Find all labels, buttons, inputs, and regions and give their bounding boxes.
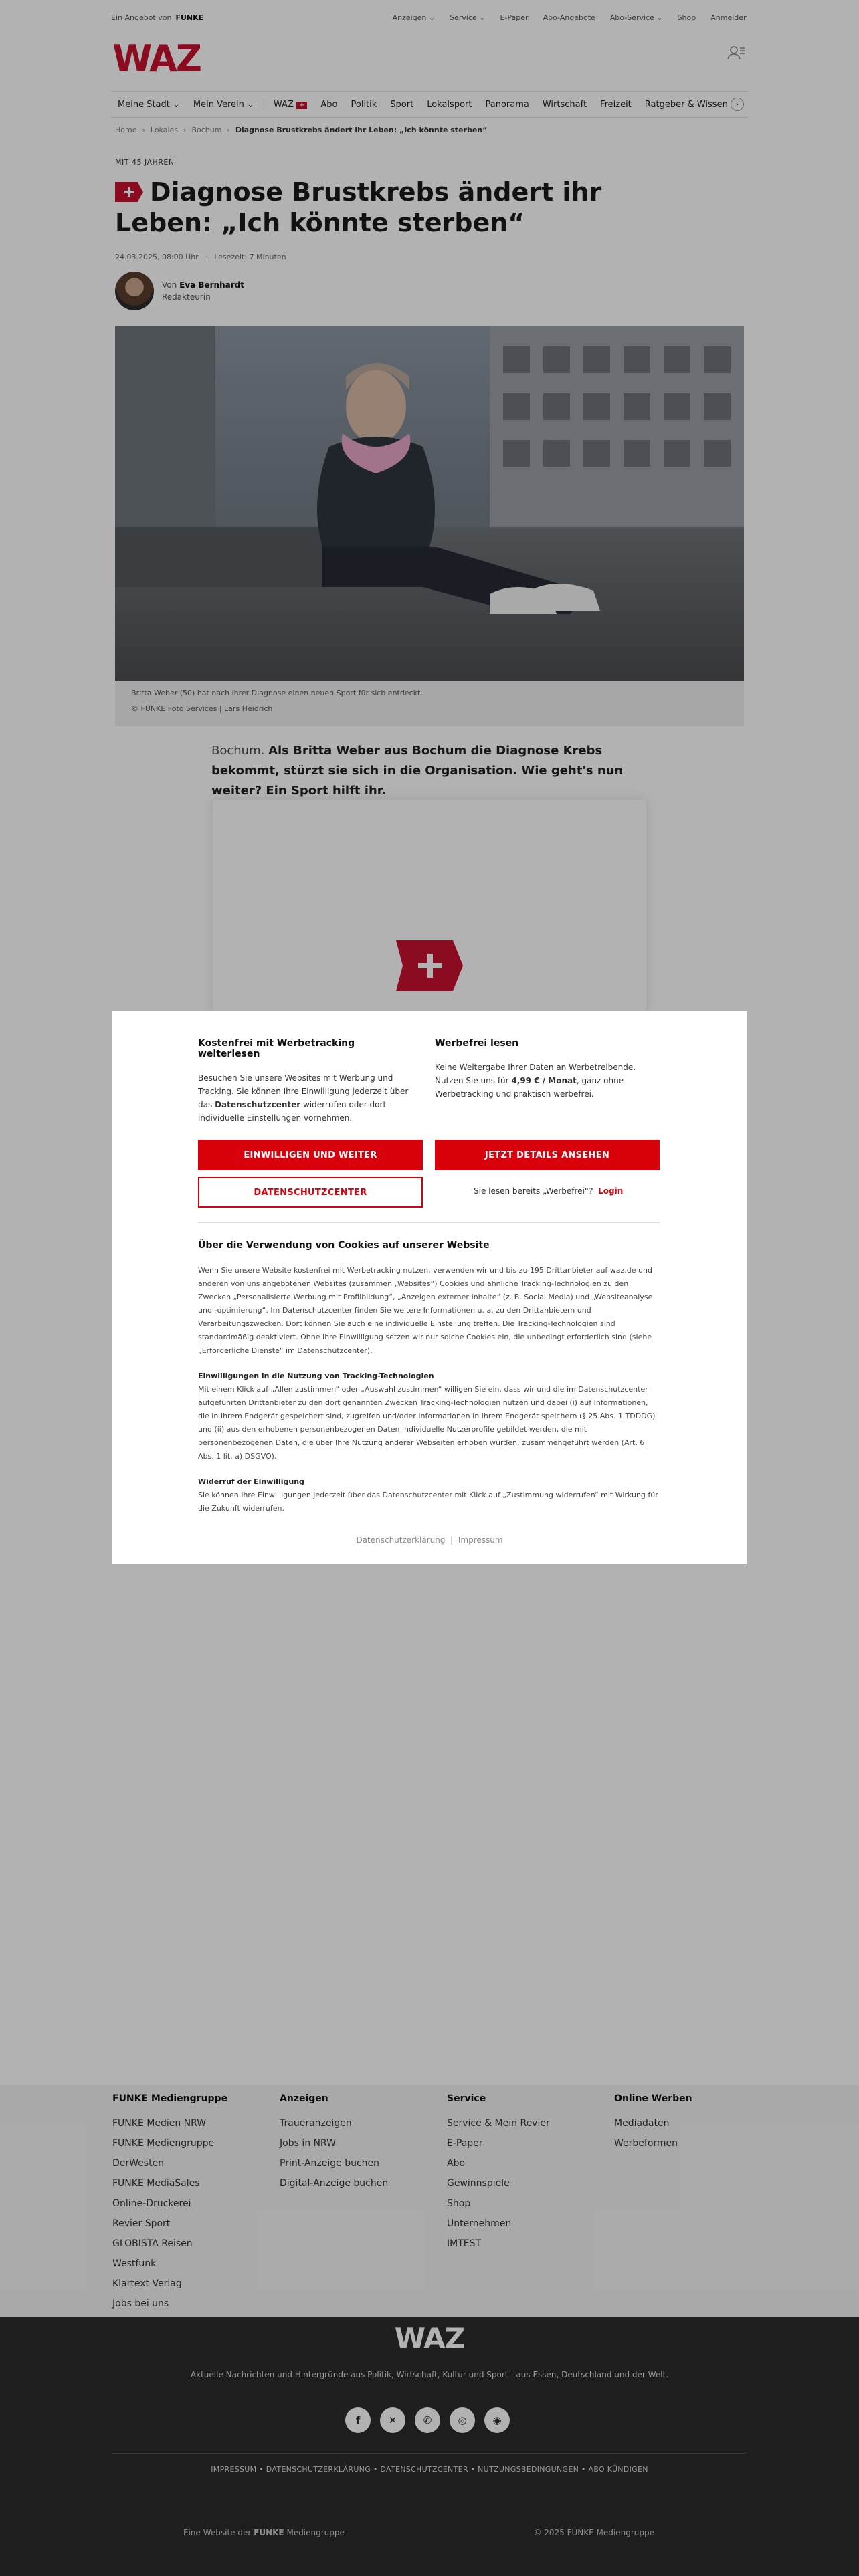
tracking-consent-heading: Einwilligungen in die Nutzung von Tracking-Technologien <box>198 1372 434 1380</box>
nav-waz-label: WAZ <box>273 99 294 110</box>
read-time: Lesezeit: 7 Minuten <box>214 253 286 261</box>
footer-link[interactable]: FUNKE Mediengruppe <box>112 2138 215 2149</box>
copyright: © 2025 FUNKE Mediengruppe <box>533 2528 654 2537</box>
footer-link[interactable]: Online-Druckerei <box>112 2198 191 2209</box>
instagram-icon[interactable]: ◎ <box>450 2407 475 2433</box>
privacy-center-link[interactable]: Datenschutzcenter <box>215 1100 301 1109</box>
x-icon[interactable]: ✕ <box>380 2407 405 2433</box>
consent-free-option <box>198 1038 416 1125</box>
caption-text: Britta Weber (50) hat nach ihrer Diagnose einen neuen Sport für sich entdeckt. <box>131 689 423 697</box>
footer-column-title: Online Werben <box>614 2093 692 2104</box>
chevron-right-icon[interactable]: › <box>731 98 744 111</box>
breadcrumb-bochum[interactable]: Bochum <box>191 126 222 134</box>
nav-panorama[interactable]: Panorama <box>485 99 529 110</box>
cookie-info-text: Wenn Sie unsere Website kostenfrei mit Werbetracking nutzen, verwenden wir und bis zu 195 Drittanbieter auf waz.de und anderen von uns angebotenen Websites (zusammen „Websites“) Cookies und ähnliche Tracking-Technologien zu den Zwecken „Personalisierte Werbung mit Profilbildung“, „Anzeigen externer Inhalte“ (z. B. Social Media) und „Websiteanalyse und -optimierung“. Im Datenschutzcenter finden Sie weitere Informationen u. a. zu den Drittanbietern und Verarbeitungszwecken. Dort können Sie auch eine individuelle Einstellung treffen. Die Tracking-Technologien sind standardmäßig deaktiviert. Ohne Ihre Einwilligung setzen wir nur solche Cookies ein, die unbedingt erforderlich sind (siehe „Erforderliche Dienste“ im Datenschutzcenter). <box>198 1266 653 1355</box>
nav-politik[interactable]: Politik <box>351 99 377 110</box>
footer-link[interactable]: Abo <box>447 2158 466 2169</box>
already-subscribed <box>474 1186 623 1196</box>
footer-link[interactable]: Service & Mein Revier <box>447 2118 550 2129</box>
footer-link[interactable]: Traueranzeigen <box>280 2118 352 2129</box>
footer-link[interactable]: Werbeformen <box>614 2138 678 2149</box>
nav-ratgeber[interactable]: Ratgeber & Wissen <box>644 99 728 110</box>
footer-link[interactable]: IMTEST <box>447 2238 482 2249</box>
consent-footer-links <box>112 1535 747 1545</box>
footer-column-title: Service <box>447 2093 486 2104</box>
top-nav-service[interactable]: Service ⌄ <box>450 13 486 22</box>
nav-freizeit[interactable]: Freizeit <box>600 99 632 110</box>
consent-adfree-text-1: Keine Weitergabe Ihrer Daten an Werbetreibende. Nutzen Sie uns für <box>435 1063 636 1085</box>
footer-link[interactable]: Unternehmen <box>447 2218 512 2229</box>
footer-link[interactable]: GLOBISTA Reisen <box>112 2238 193 2249</box>
footer-link[interactable]: Revier Sport <box>112 2218 171 2229</box>
plus-icon: + <box>296 102 307 109</box>
top-nav-login[interactable]: Anmelden <box>710 13 748 22</box>
footer-link[interactable]: Gewinnspiele <box>447 2178 510 2189</box>
rss-icon[interactable]: ◉ <box>484 2407 510 2433</box>
whatsapp-icon[interactable]: ✆ <box>415 2407 440 2433</box>
footer-logo[interactable]: WAZ <box>394 2322 465 2355</box>
site-of-suffix: Mediengruppe <box>286 2528 345 2537</box>
footer-link[interactable]: FUNKE MediaSales <box>112 2178 200 2189</box>
author-name[interactable]: Eva Bernhardt <box>179 280 244 290</box>
breadcrumb-home[interactable]: Home <box>115 126 137 134</box>
breadcrumb-current: Diagnose Brustkrebs ändert ihr Leben: „Ich könnte sterben“ <box>235 126 488 134</box>
imprint-link[interactable]: Impressum <box>458 1535 503 1545</box>
article-kicker: MIT 45 JAHREN <box>115 158 175 167</box>
footer-link[interactable]: FUNKE Medien NRW <box>112 2118 207 2129</box>
top-nav-anzeigen[interactable]: Anzeigen ⌄ <box>392 13 436 22</box>
cookie-info-title: Über die Verwendung von Cookies auf unserer Website <box>198 1240 490 1251</box>
top-nav-abo-service[interactable]: Abo-Service ⌄ <box>609 13 663 22</box>
cookie-info <box>198 1239 660 1527</box>
footer-link[interactable]: Print-Anzeige buchen <box>280 2158 380 2169</box>
top-nav-shop[interactable]: Shop <box>677 13 696 22</box>
login-link[interactable]: Login <box>598 1186 624 1196</box>
footer-link[interactable]: Shop <box>447 2198 471 2209</box>
breadcrumb-separator: › <box>183 126 187 134</box>
nav-abo[interactable]: Abo <box>320 99 338 110</box>
tracking-consent-text: Mit einem Klick auf „Allen zustimmen“ oder „Auswahl zustimmen“ willigen Sie ein, dass wir und die im Datenschutzcenter aufgeführten Drittanbieter zu den dort genannten Zwecken Tracking-Technologien nutzen und dabei (i) auf Informationen, die in Ihrem Endgerät gespeichert sind, zugreifen und/oder Informationen in Ihrem Endgerät speichern (§ 25 Abs. 1 TDDDG) und (ii) aus den erhobenen personenbezogenen Daten individuelle Nutzerprofile gebildet werden, die mit personenbezogenen Daten, die über Ihre Nutzung anderer Webseiten erhoben wurden, zusammengeführt werden (Art. 6 Abs. 1 lit. a) DSGVO). <box>198 1385 656 1461</box>
revocation-text: Sie können Ihre Einwilligungen jederzeit über das Datenschutzcenter mit Klick auf „Zustimmung widerrufen“ mit Wirkung für die Zukunft widerrufen. <box>198 1491 658 1513</box>
nav-mein-verein[interactable]: Mein Verein ⌄ <box>193 99 254 110</box>
facebook-icon[interactable]: f <box>345 2407 371 2433</box>
link-separator: | <box>448 1535 456 1545</box>
site-of-prefix: Eine Website der <box>183 2528 252 2537</box>
consent-free-text-1: Besuchen Sie unsere Websites mit Werbung und Tracking. Sie können Ihre Einwilligung jederzeit über das <box>198 1073 409 1109</box>
consent-free-text-2: widerrufen oder dort individuelle Einstellungen vornehmen. <box>198 1100 387 1123</box>
breadcrumb-lokales[interactable]: Lokales <box>150 126 179 134</box>
meta-separator: · <box>205 253 208 261</box>
consent-divider <box>198 1222 660 1223</box>
publish-date: 24.03.2025, 08:00 Uhr <box>115 253 199 261</box>
waz-logo[interactable]: WAZ <box>112 37 201 80</box>
privacy-policy-link[interactable]: Datenschutzerklärung <box>356 1535 446 1545</box>
footer-link[interactable]: E-Paper <box>447 2138 483 2149</box>
footer-column-title: Anzeigen <box>280 2093 328 2104</box>
footer-legal-links[interactable]: IMPRESSUM • DATENSCHUTZERKLÄRUNG • DATENSCHUTZCENTER • NUTZUNGSBEDINGUNGEN • ABO KÜNDIGEN <box>211 2465 648 2474</box>
author-prefix: Von <box>162 280 177 290</box>
consent-dialog <box>112 1011 747 1564</box>
consent-adfree-text-2: , ganz ohne Werbetracking und praktisch werbefrei. <box>435 1076 624 1099</box>
site-of-brand: FUNKE <box>254 2528 284 2537</box>
funke-brand[interactable]: FUNKE <box>175 13 204 22</box>
author-role: Redakteurin <box>162 292 211 302</box>
consent-adfree-title: Werbefrei lesen <box>435 1038 519 1049</box>
footer-link[interactable]: Jobs bei uns <box>112 2298 169 2309</box>
nav-wirtschaft[interactable]: Wirtschaft <box>542 99 587 110</box>
consent-free-title: Kostenfrei mit Werbetracking weiterlesen <box>198 1038 355 1059</box>
details-button[interactable]: JETZT DETAILS ANSEHEN <box>435 1140 660 1170</box>
privacy-center-button[interactable]: DATENSCHUTZCENTER <box>198 1177 423 1208</box>
footer-link[interactable]: Mediadaten <box>614 2118 670 2129</box>
nav-lokalsport[interactable]: Lokalsport <box>427 99 472 110</box>
accept-button[interactable]: EINWILLIGEN UND WEITER <box>198 1140 423 1170</box>
footer-link[interactable]: DerWesten <box>112 2158 165 2169</box>
consent-free-text <box>198 1071 416 1125</box>
already-text: Sie lesen bereits „Werbefrei“? <box>474 1186 593 1196</box>
footer-link[interactable]: Digital-Anzeige buchen <box>280 2178 389 2189</box>
breadcrumb-separator: › <box>227 126 230 134</box>
photo-credit: © FUNKE Foto Services | Lars Heidrich <box>131 704 273 713</box>
footer-link[interactable]: Jobs in NRW <box>280 2138 337 2149</box>
consent-adfree-option <box>435 1038 660 1101</box>
footer-tagline: Aktuelle Nachrichten und Hintergründe aus Politik, Wirtschaft, Kultur und Sport - aus Essen, Deutschland und der Welt. <box>190 2370 669 2379</box>
revocation-heading: Widerruf der Einwilligung <box>198 1477 304 1486</box>
article-headline: Diagnose Brustkrebs ändert ihr Leben: „Ich könnte sterben“ <box>115 177 602 237</box>
footer-link[interactable]: Westfunk <box>112 2258 157 2269</box>
top-nav-epaper[interactable]: E-Paper <box>500 13 529 22</box>
adfree-price: 4,99 € / Monat <box>511 1076 577 1085</box>
lead-text: Als Britta Weber aus Bochum die Diagnose Krebs bekommt, stürzt sie sich in die Organisation. Wie geht's nun weiter? Ein Sport hilft ihr. <box>211 744 624 798</box>
nav-sport[interactable]: Sport <box>390 99 414 110</box>
breadcrumb-separator: › <box>142 126 145 134</box>
consent-adfree-text <box>435 1061 660 1101</box>
nav-meine-stadt[interactable]: Meine Stadt ⌄ <box>118 99 180 110</box>
top-nav-abo-angebote[interactable]: Abo-Angebote <box>543 13 595 22</box>
footer-link[interactable]: Klartext Verlag <box>112 2278 182 2289</box>
lead-location: Bochum. <box>211 744 265 758</box>
offer-text: Ein Angebot von <box>111 13 172 22</box>
footer-column-title: FUNKE Mediengruppe <box>112 2093 228 2104</box>
